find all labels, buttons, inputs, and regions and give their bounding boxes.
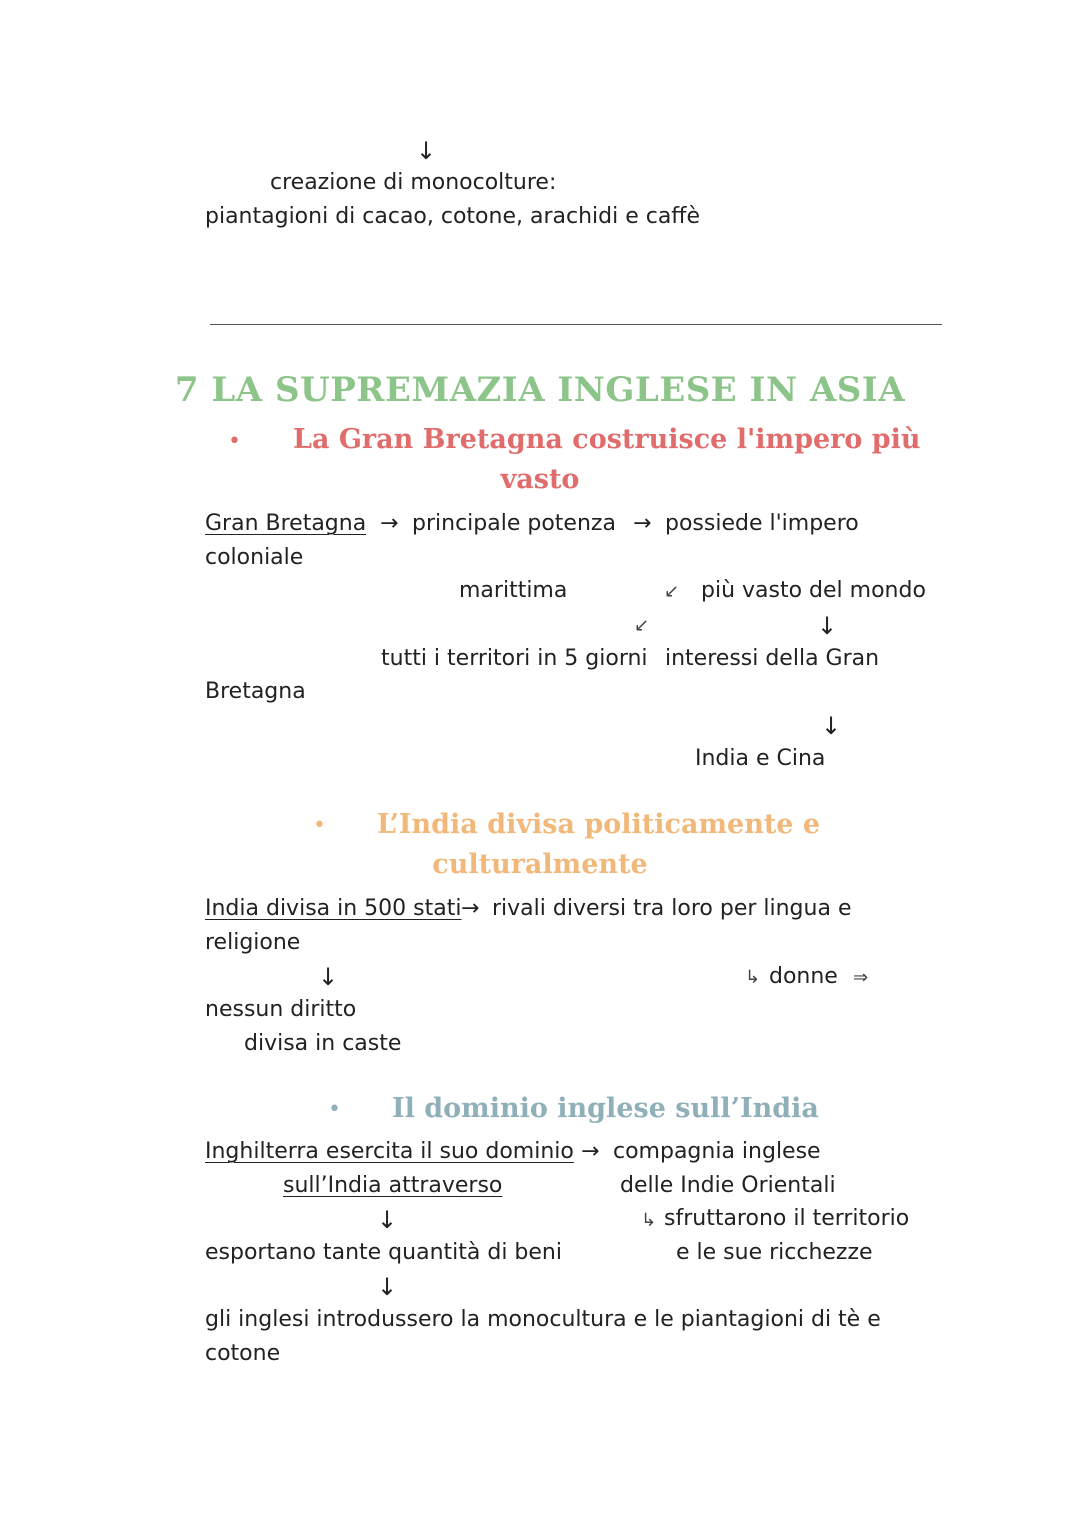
text-nessun-diritto: nessun diritto [205,997,357,1022]
text-bretagna: Bretagna [205,679,306,704]
section-heading-india-divisa-cont: culturalmente [432,849,648,880]
text-monocultura: gli inglesi introdussero la monocultura e le piantagioni di tè e [205,1307,881,1332]
down-arrow-icon: ↓ [318,963,339,991]
text-sfruttarono: sfruttarono il territorio [664,1206,910,1231]
section-heading-india-divisa: L’India divisa politicamente e [377,809,821,840]
down-arrow-icon: ↓ [817,612,838,640]
text-tutti-territori: tutti i territori in 5 giorni [381,646,648,671]
diagonal-arrow-icon: ↙ [664,581,680,602]
text-piu-vasto: più vasto del mondo [701,578,926,603]
text-compagnia: compagnia inglese [613,1139,821,1164]
right-arrow-icon: → [633,511,652,536]
text-india-cina: India e Cina [695,746,826,771]
text-cotone: cotone [205,1341,281,1366]
text-sull-india: sull’India attraverso [283,1173,503,1198]
text-caste: divisa in caste [244,1031,402,1056]
hook-arrow-icon: ↳ [641,1210,657,1231]
down-arrow-icon: ↓ [821,712,842,740]
bullet-icon: • [228,429,241,454]
text-esportano: esportano tante quantità di beni [205,1240,562,1265]
right-arrow-icon: → [581,1139,600,1164]
down-arrow-icon: ↓ [377,1273,398,1301]
page-title: 7 LA SUPREMAZIA INGLESE IN ASIA [174,370,906,410]
text-rivali: rivali diversi tra loro per lingua e [492,896,852,921]
section-heading-gran-bretagna: La Gran Bretagna costruisce l'impero più [293,424,921,455]
text-piantagioni: piantagioni di cacao, cotone, arachidi e caffè [205,204,700,229]
section-divider [210,324,942,325]
text-india-500: India divisa in 500 stati [205,896,462,921]
section-heading-dominio: Il dominio inglese sull’India [392,1093,819,1124]
right-arrow-icon: → [461,896,480,921]
text-interessi: interessi della Gran [665,646,880,671]
down-arrow-icon: ↓ [416,137,437,165]
text-monocolture: creazione di monocolture: [270,170,557,195]
section-heading-gran-bretagna-cont: vasto [500,464,580,495]
bullet-icon: • [328,1097,341,1122]
implies-arrow-icon: ⇒ [853,967,869,988]
hook-arrow-icon: ↳ [745,967,761,988]
text-principale-potenza: principale potenza [412,511,616,536]
right-arrow-icon: → [380,511,399,536]
down-arrow-icon: ↓ [377,1206,398,1234]
bullet-icon: • [313,813,326,838]
text-religione: religione [205,930,301,955]
text-ricchezze: e le sue ricchezze [676,1240,873,1265]
text-possiede: possiede l'impero [665,511,859,536]
text-gran-bretagna: Gran Bretagna [205,511,367,536]
text-coloniale: coloniale [205,545,304,570]
diagonal-arrow-icon: ↙ [634,615,650,636]
text-marittima: marittima [459,578,568,603]
text-inghilterra: Inghilterra esercita il suo dominio [205,1139,574,1164]
text-indie-orientali: delle Indie Orientali [620,1173,836,1198]
text-donne: donne [769,964,838,989]
